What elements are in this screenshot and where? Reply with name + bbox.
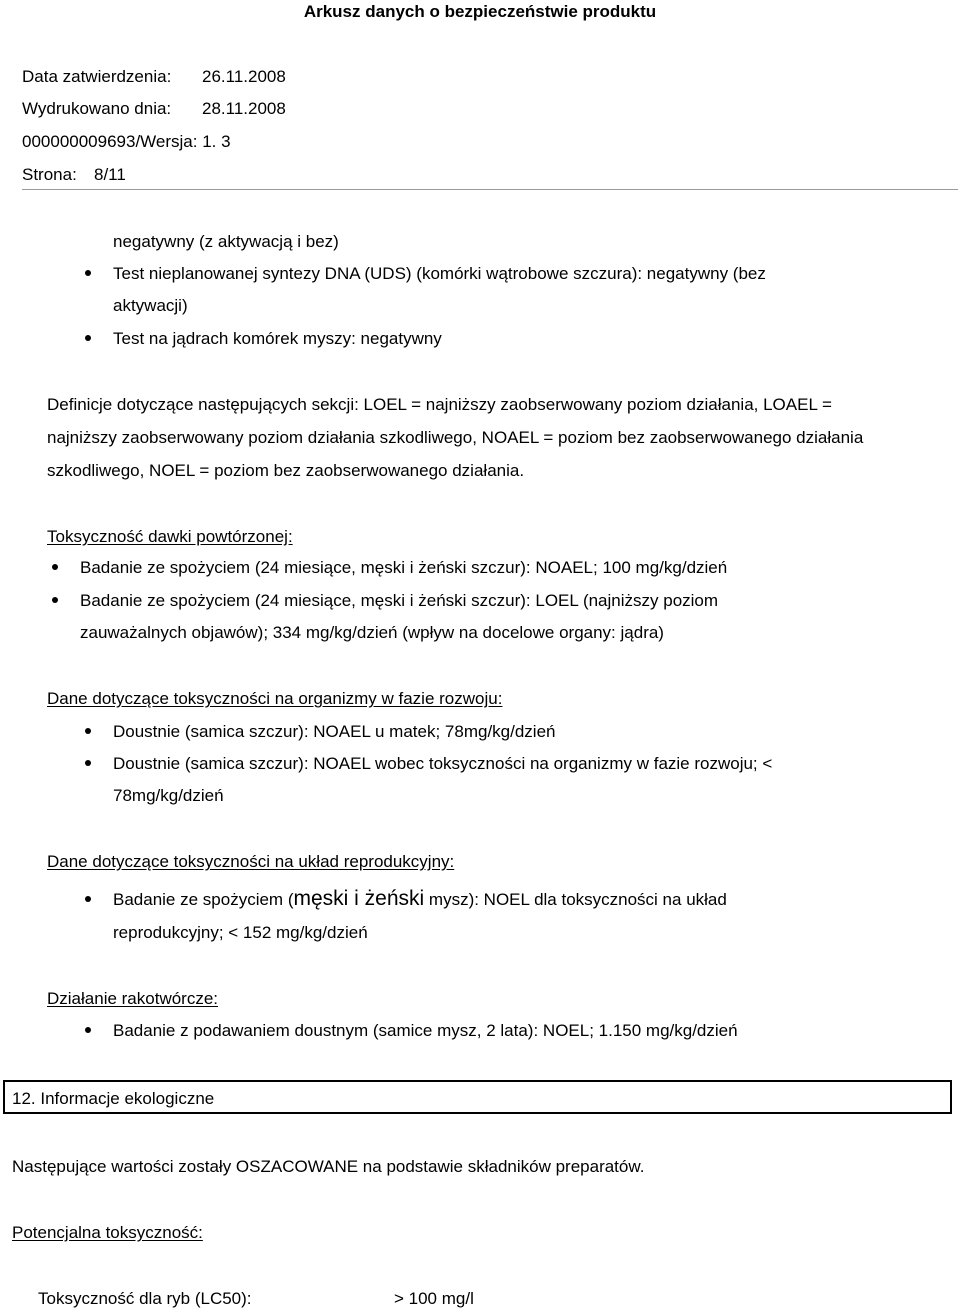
section-12-intro: Następujące wartości zostały OSZACOWANE na podstawie składników preparatów. [12, 1157, 645, 1176]
repeated-dose-item2-line2: zauważalnych objawów); 334 mg/kg/dzień (wpływ na docelowe organy: jądra) [80, 623, 664, 642]
document-title: Arkusz danych o bezpieczeństwie produktu [303, 2, 657, 21]
reproductive-item1-line1 [113, 888, 727, 911]
bullet-icon [85, 760, 91, 766]
reproductive-item1-suffix: mysz): NOEL dla toksyczności na układ [424, 890, 727, 909]
reproductive-item1-prefix: Badanie ze spożyciem ( [113, 890, 294, 909]
mutagenicity-continuation: negatywny (z aktywacją i bez) [113, 232, 339, 251]
header-divider [22, 189, 958, 190]
bullet-icon [85, 728, 91, 734]
uds-test-line2: aktywacji) [113, 296, 188, 315]
page-number: 8/11 [94, 165, 126, 184]
reproductive-item1-line2: reprodukcyjny; < 152 mg/kg/dzień [113, 923, 368, 942]
carcinogenicity-heading: Działanie rakotwórcze: [47, 989, 219, 1008]
document-version: 000000009693/Wersja: 1. 3 [22, 132, 231, 151]
micronucleus-test: Test na jądrach komórek myszy: negatywny [113, 329, 442, 348]
developmental-item2-line2: 78mg/kg/dzień [113, 786, 224, 805]
definitions-line1: Definicje dotyczące następujących sekcji: LOEL = najniższy zaobserwowany poziom działania, LOAEL = [47, 395, 832, 414]
uds-test-line1: Test nieplanowanej syntezy DNA (UDS) (komórki wątrobowe szczura): negatywny (bez [113, 264, 766, 283]
page-label: Strona: [22, 165, 77, 184]
developmental-item2-line1: Doustnie (samica szczur): NOAEL wobec toksyczności na organizmy w fazie rozwoju; < [113, 754, 773, 773]
bullet-icon [85, 1027, 91, 1033]
carcinogenicity-item1: Badanie z podawaniem doustnym (samice mysz, 2 lata): NOEL; 1.150 mg/kg/dzień [113, 1021, 738, 1040]
bullet-icon [52, 597, 58, 603]
approval-date-label: Data zatwierdzenia: [22, 67, 172, 86]
developmental-item1: Doustnie (samica szczur): NOAEL u matek; 78mg/kg/dzień [113, 722, 556, 741]
definitions-line2: najniższy zaobserwowany poziom działania szkodliwego, NOAEL = poziom bez zaobserwowanego działania [47, 428, 864, 447]
reproductive-heading: Dane dotyczące toksyczności na układ reprodukcyjny: [47, 852, 455, 871]
fish-toxicity-label: Toksyczność dla ryb (LC50): [38, 1289, 252, 1308]
bullet-icon [52, 564, 58, 570]
reproductive-item1-emphasis: męski i żeński [293, 887, 425, 910]
developmental-heading: Dane dotyczące toksyczności na organizmy w fazie rozwoju: [47, 689, 503, 708]
bullet-icon [85, 335, 91, 341]
potential-toxicity-heading: Potencjalna toksyczność: [12, 1223, 203, 1242]
section-12-title: 12. Informacje ekologiczne [12, 1089, 215, 1108]
printed-date-value: 28.11.2008 [202, 99, 286, 118]
approval-date-value: 26.11.2008 [202, 67, 286, 86]
repeated-dose-item2-line1: Badanie ze spożyciem (24 miesiące, męski i żeński szczur): LOEL (najniższy poziom [80, 591, 719, 610]
bullet-icon [85, 270, 91, 276]
repeated-dose-item1: Badanie ze spożyciem (24 miesiące, męski i żeński szczur): NOAEL; 100 mg/kg/dzień [80, 558, 728, 577]
repeated-dose-heading: Toksyczność dawki powtórzonej: [47, 527, 293, 546]
bullet-icon [85, 896, 91, 902]
definitions-line3: szkodliwego, NOEL = poziom bez zaobserwowanego działania. [47, 461, 525, 480]
fish-toxicity-value: > 100 mg/l [394, 1289, 474, 1308]
printed-date-label: Wydrukowano dnia: [22, 99, 172, 118]
